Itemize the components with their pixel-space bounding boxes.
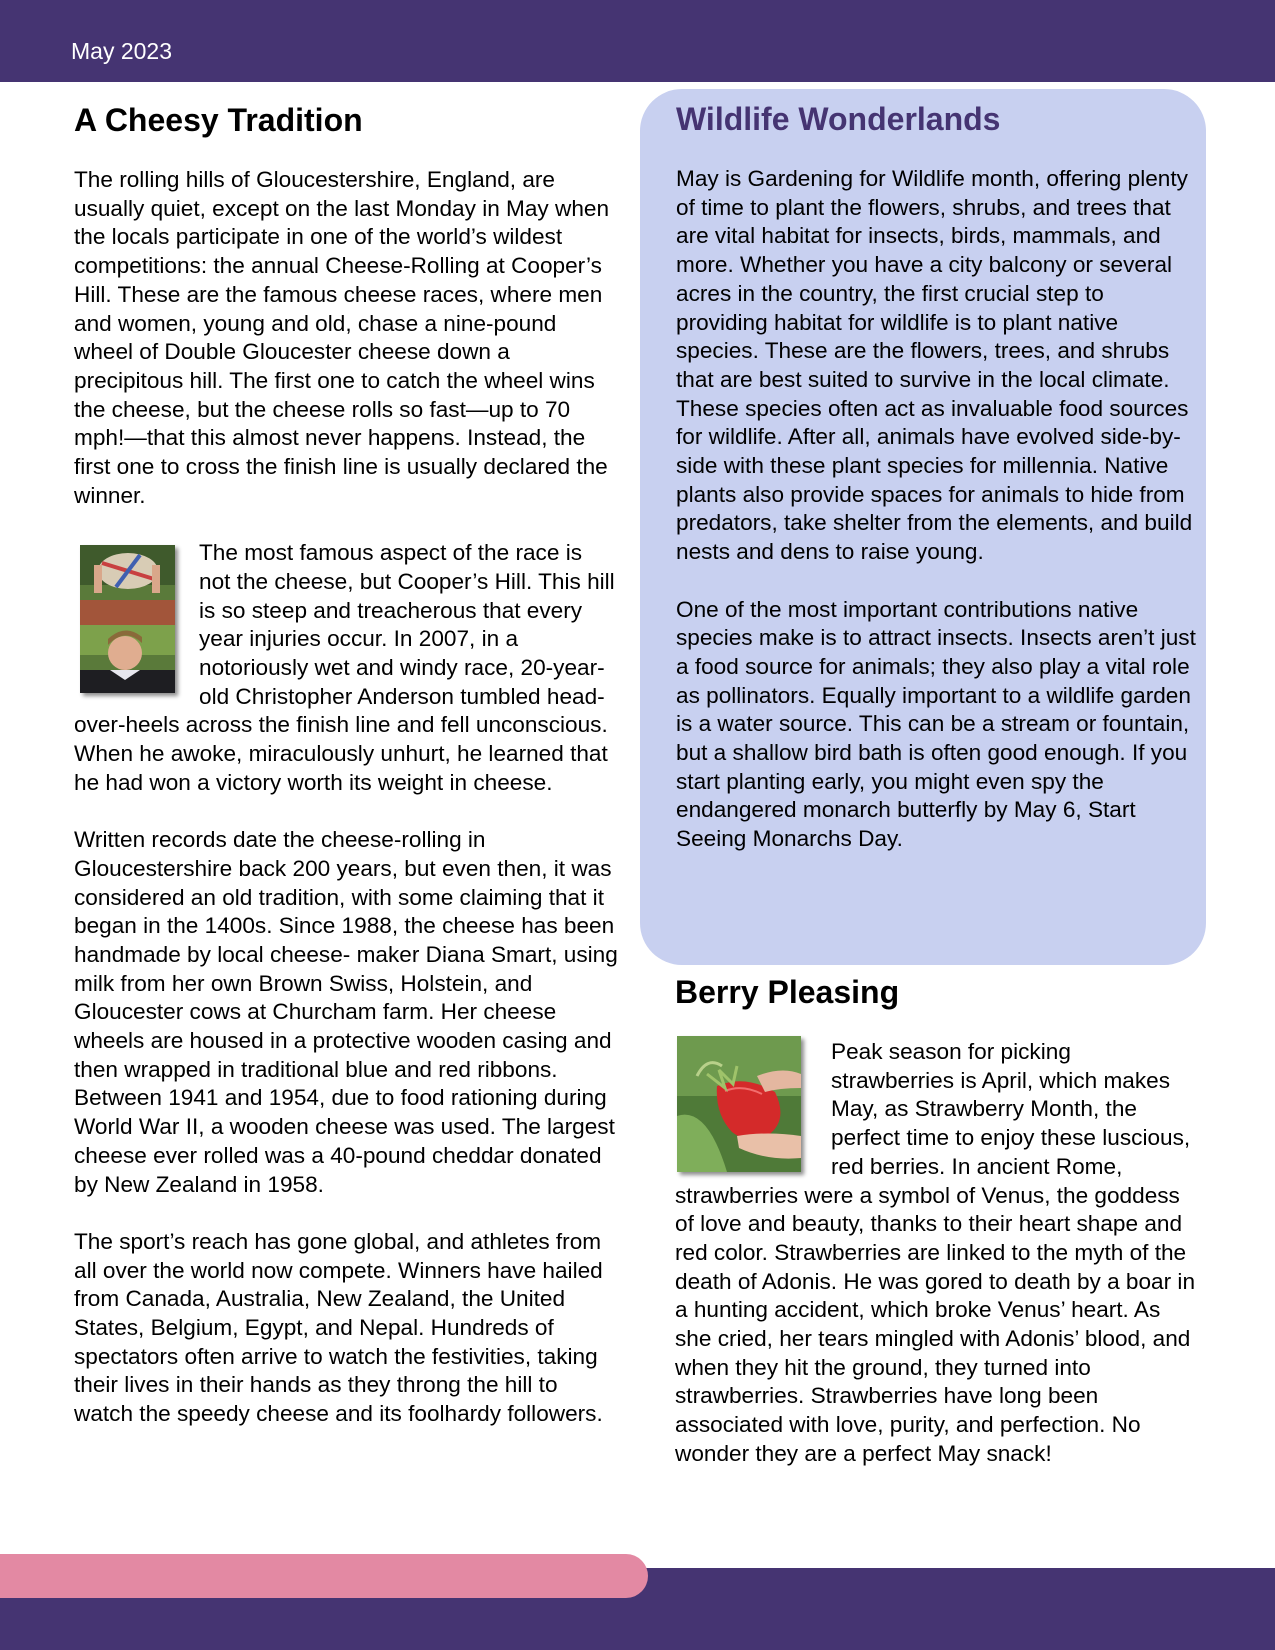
article-paragraph: Written records date the cheese-rolling in Gloucestershire back 200 years, but even then, it was considered an old tradition, with some claiming that it began in the 1400s. Since 1988, the cheese has been handmade by local cheese- maker Diana Smart, using milk from her own Brown Swiss, Holstein, and Gloucester cows at Churcham farm. Her cheese wheels are housed in a protective wooden casing and then wrapped in traditional blue and red ribbons. Between 1941 and 1954, due to food rationing during World War II, a wooden cheese was used. The largest cheese ever rolled was a 40-pound cheddar donated by New Zealand in 1958. <box>74 827 618 1197</box>
article-paragraph: The rolling hills of Gloucestershire, England, are usually quiet, except on the last Monday in May when the locals participate in one of the world’s wildest competitions: the annual Cheese-Rolling at Cooper’s Hill. These are the famous cheese races, where men and women, young and old, chase a nine-pound wheel of Double Gloucester cheese down a precipitous hill. The first one to catch the wheel wins the cheese, but the cheese rolls so fast—up to 70 mph!—that this almost never happens. Instead, the first one to cross the finish line is usually declared the winner. <box>74 167 610 508</box>
article-title: Wildlife Wonderlands <box>676 101 1001 137</box>
article-paragraph: Peak season for picking strawberries is April, which makes May, as Strawberry Month, the perfect time to enjoy these luscious, red berries. In ancient Rome, strawberries were a symbol of Venus, the goddess of love and beauty, thanks to their heart shape and red color. Strawberries are linked to the myth of the death of Adonis. He was gored to death by a boar in a hunting accident, which broke Venus’ heart. As she cried, her tears mingled with Adonis’ blood, and when they hit the ground, they turned into strawberries. Strawberries have long been associated with love, purity, and perfection. No wonder they are a perfect May snack! <box>675 1039 1196 1466</box>
footer-accent-tab <box>0 1554 648 1598</box>
paragraph-spacer <box>676 567 1196 596</box>
wildlife-sidebar-card <box>640 89 1206 965</box>
article-paragraph: One of the most important contributions native species make is to attract insects. Insects aren’t just a food source for animals; they also play a vital role as pollinators. Equally important to a wildlife garden is a water source. This can be a stream or fountain, but a shallow bird bath is often good enough. If you start planting early, you might even spy the endangered monarch butterfly by May 6, Start Seeing Monarchs Day. <box>676 596 1196 852</box>
strawberry-photo-icon <box>677 1036 801 1172</box>
header-bar <box>0 0 1275 82</box>
article-title: A Cheesy Tradition <box>74 102 363 138</box>
article-title: Berry Pleasing <box>675 974 900 1010</box>
paragraph-spacer <box>74 797 619 826</box>
article-paragraph: The sport’s reach has gone global, and athletes from all over the world now compete. Winners have hailed from Canada, Australia, New Zealand, the United States, Belgium, Egypt, and Nepal. Hundreds of spectators often arrive to watch the festivities, taking their lives in their hands as they throng the hill to watch the speedy cheese and its foolhardy followers. <box>74 1228 603 1427</box>
issue-date: May 2023 <box>71 38 173 64</box>
article-paragraph: May is Gardening for Wildlife month, offering plenty of time to plant the flowers, shrubs, and trees that are vital habitat for insects, birds, mammals, and more. Whether you have a city balcony or several acres in the country, the first crucial step to providing habitat for wildlife is to plant native species. These are the flowers, trees, and shrubs that are best suited to survive in the local climate. These species often act as invaluable food sources for wildlife. After all, animals have evolved side-by-side with these plant species for millennia. Native plants also provide spaces for animals to hide from predators, take shelter from the elements, and build nests and dens to raise young. <box>676 166 1193 565</box>
paragraph-spacer <box>74 510 619 539</box>
article-cheesy-tradition <box>74 98 619 1429</box>
article-berry-pleasing <box>675 970 1200 1469</box>
cheese-rolling-photo-icon <box>80 545 175 693</box>
article-paragraph: The most famous aspect of the race is not the cheese, but Cooper’s Hill. This hill is so steep and treacherous that every year injuries occur. In 2007, in a notoriously wet and windy race, 20-year-old Christopher Anderson tumbled head-over-heels across the finish line and fell unconscious. When he awoke, miraculously unhurt, he learned that he had won a victory worth its weight in cheese. <box>74 540 615 795</box>
paragraph-spacer <box>74 1199 619 1228</box>
